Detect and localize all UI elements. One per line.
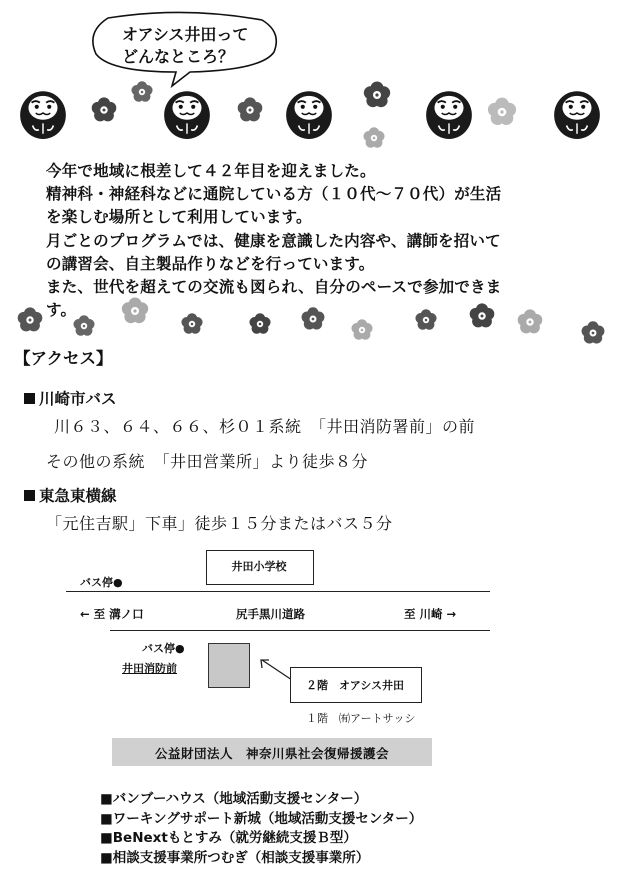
bubble-text — [122, 24, 272, 68]
facility-item: ■BeNextもとすみ（就労継続支援Ｂ型） — [100, 830, 357, 846]
plum-blossom-icon — [130, 80, 154, 104]
oasis-label: ２階 オアシス井田 — [306, 679, 404, 692]
daruma-icon — [552, 86, 602, 140]
bus-stop-top: バス停● — [80, 576, 123, 589]
daruma-icon — [18, 86, 68, 140]
train-title-text: 東急東横線 — [39, 487, 117, 505]
bus-title-text: 川崎市バス — [39, 390, 117, 408]
daruma-icon — [424, 86, 474, 140]
square-bullet-icon — [24, 490, 35, 501]
plum-blossom-icon — [236, 96, 264, 124]
plum-blossom-icon — [580, 320, 606, 346]
train-title — [24, 484, 117, 506]
facility-item: ■ワーキングサポート新城（地域活動支援センター） — [100, 810, 423, 827]
train-line-1: 「元住吉駅」下車」徒歩１５分またはバス５分 — [46, 514, 393, 533]
intro-paragraph — [46, 160, 614, 322]
intro-line: 今年で地域に根差して４２年目を迎えました。 — [46, 162, 376, 180]
intro-line: また、世代を超えての交流も図られ、自分のペースで参加できま — [46, 278, 502, 297]
facility-item: ■バンブーハウス（地域活動支援センター） — [100, 791, 368, 807]
plum-blossom-icon — [362, 80, 392, 110]
bus-line-1: 川６３、６４、６６、杉０１系統 「井田消防署前」の前 — [54, 417, 476, 436]
road-name: 尻手黒川道路 — [236, 607, 305, 621]
bubble-line-2: どんなところ？ — [122, 47, 235, 66]
bus-title — [24, 387, 117, 409]
facility-list — [100, 790, 422, 868]
intro-line: 月ごとのプログラムでは、健康を意識した内容や、講師を招いて — [46, 231, 501, 250]
intro-line: の講習会、自主製品作りなどを行っています。 — [46, 254, 375, 273]
road-label-right: 至 川崎 → — [404, 607, 457, 621]
bus-line-2: その他の系統 「井田営業所」より徒歩８分 — [46, 452, 369, 471]
daruma-icon — [162, 86, 212, 140]
intro-line: 精神科・神経科などに通院している方（１０代～７０代）が生活 — [46, 185, 502, 204]
bubble-line-1: オアシス井田って — [122, 25, 249, 44]
plum-blossom-icon — [90, 96, 118, 124]
road-line-bottom — [110, 630, 490, 631]
plum-blossom-icon — [486, 96, 518, 128]
road-label-left: ← 至 溝ノ口 — [80, 607, 144, 621]
plum-blossom-icon — [362, 126, 386, 150]
fire-station-label: 井田消防前 — [122, 662, 177, 675]
access-heading: 【アクセス】 — [14, 349, 113, 368]
fire-station-building — [208, 643, 250, 688]
square-bullet-icon — [24, 393, 35, 404]
bus-stop-bottom: バス停● — [142, 642, 185, 655]
org-name: 公益財団法人 神奈川県社会復帰援護会 — [154, 746, 389, 761]
facility-item: ■相談支援事業所つむぎ（相談支援事業所） — [100, 849, 370, 866]
daruma-icon — [284, 86, 334, 140]
school-label: 井田小学校 — [231, 560, 287, 573]
road-line-top — [66, 591, 490, 592]
plum-blossom-icon — [16, 306, 44, 334]
intro-line: す。 — [46, 301, 77, 320]
intro-line: を楽しむ場所として利用しています。 — [46, 208, 312, 227]
floor1-label: １階 ㈲アートサッシ — [306, 712, 416, 725]
